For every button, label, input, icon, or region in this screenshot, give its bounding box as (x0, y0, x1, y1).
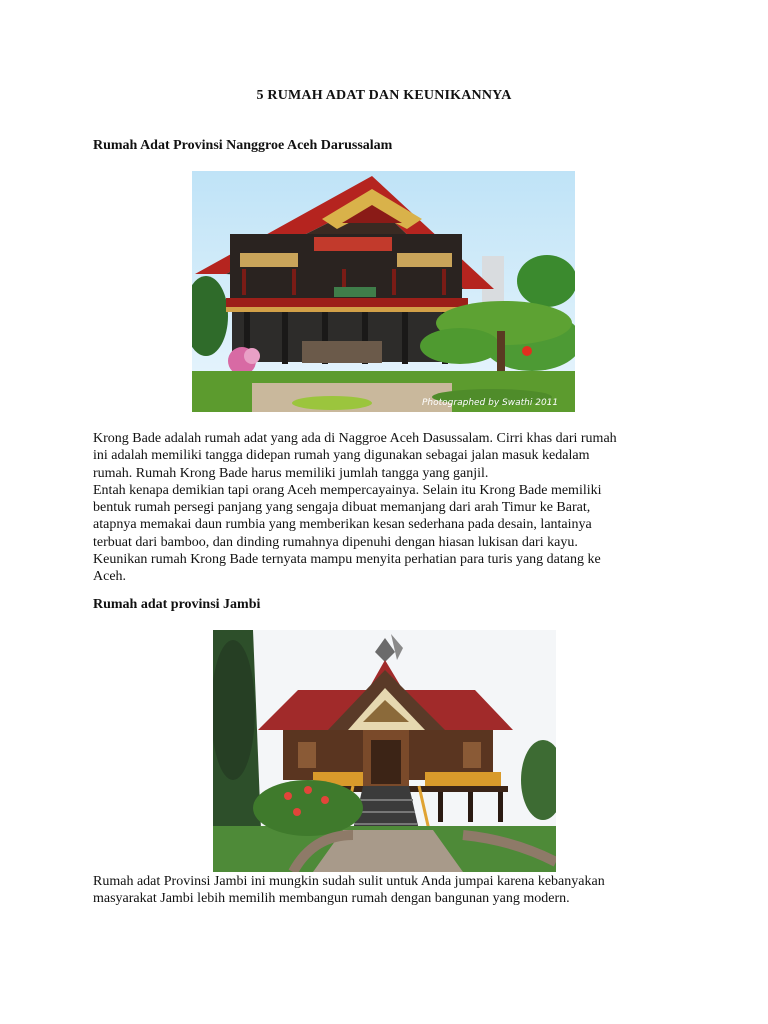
paragraph-line: Rumah adat Provinsi Jambi ini mungkin sudah sulit untuk Anda jumpai karena kebanyakan (93, 874, 605, 889)
paragraph-aceh (93, 430, 675, 586)
paragraph-line: rumah. Rumah Krong Bade harus memiliki jumlah tangga yang ganjil. (93, 465, 489, 481)
paragraph-line: Krong Bade adalah rumah adat yang ada di Naggroe Aceh Dasussalam. Cirri khas dari rumah (93, 431, 617, 446)
paragraph-line: Keunikan rumah Krong Bade ternyata mampu menyita perhatian para turis yang datang ke (93, 552, 601, 568)
paragraph-line: masyarakat Jambi lebih memilih membangun rumah dengan bangunan yang modern. (93, 891, 570, 907)
paragraph-line: atapnya memakai daun rumbia yang memberikan kesan sederhana pada desain, lantainya (93, 517, 592, 533)
paragraph-line: Entah kenapa demikian tapi orang Aceh mempercayainya. Selain itu Krong Bade memiliki (93, 482, 602, 498)
paragraph-line: bentuk rumah persegi panjang yang sengaja dibuat memanjang dari arah Timur ke Barat, (93, 500, 591, 516)
photo-rumah-adat-jambi (213, 630, 556, 872)
paragraph-line: Aceh. (93, 569, 127, 585)
photo-rumah-adat-aceh (192, 171, 575, 412)
paragraph-line: terbuat dari bamboo, dan dinding rumahnya dipenuhi dengan hiasan lukisan dari kayu. (93, 534, 578, 550)
document-title: 5 RUMAH ADAT DAN KEUNIKANNYA (256, 88, 512, 103)
section-heading-aceh: Rumah Adat Provinsi Nanggroe Aceh Darussalam (93, 138, 393, 153)
paragraph-jambi (93, 873, 675, 908)
paragraph-line: ini adalah memiliki tangga didepan rumah yang digunakan sebagai jalan masuk kedalam (93, 448, 590, 464)
section-heading-jambi: Rumah adat provinsi Jambi (93, 597, 261, 612)
photo-caption: Photographed by Swathi 2011 (422, 398, 559, 408)
